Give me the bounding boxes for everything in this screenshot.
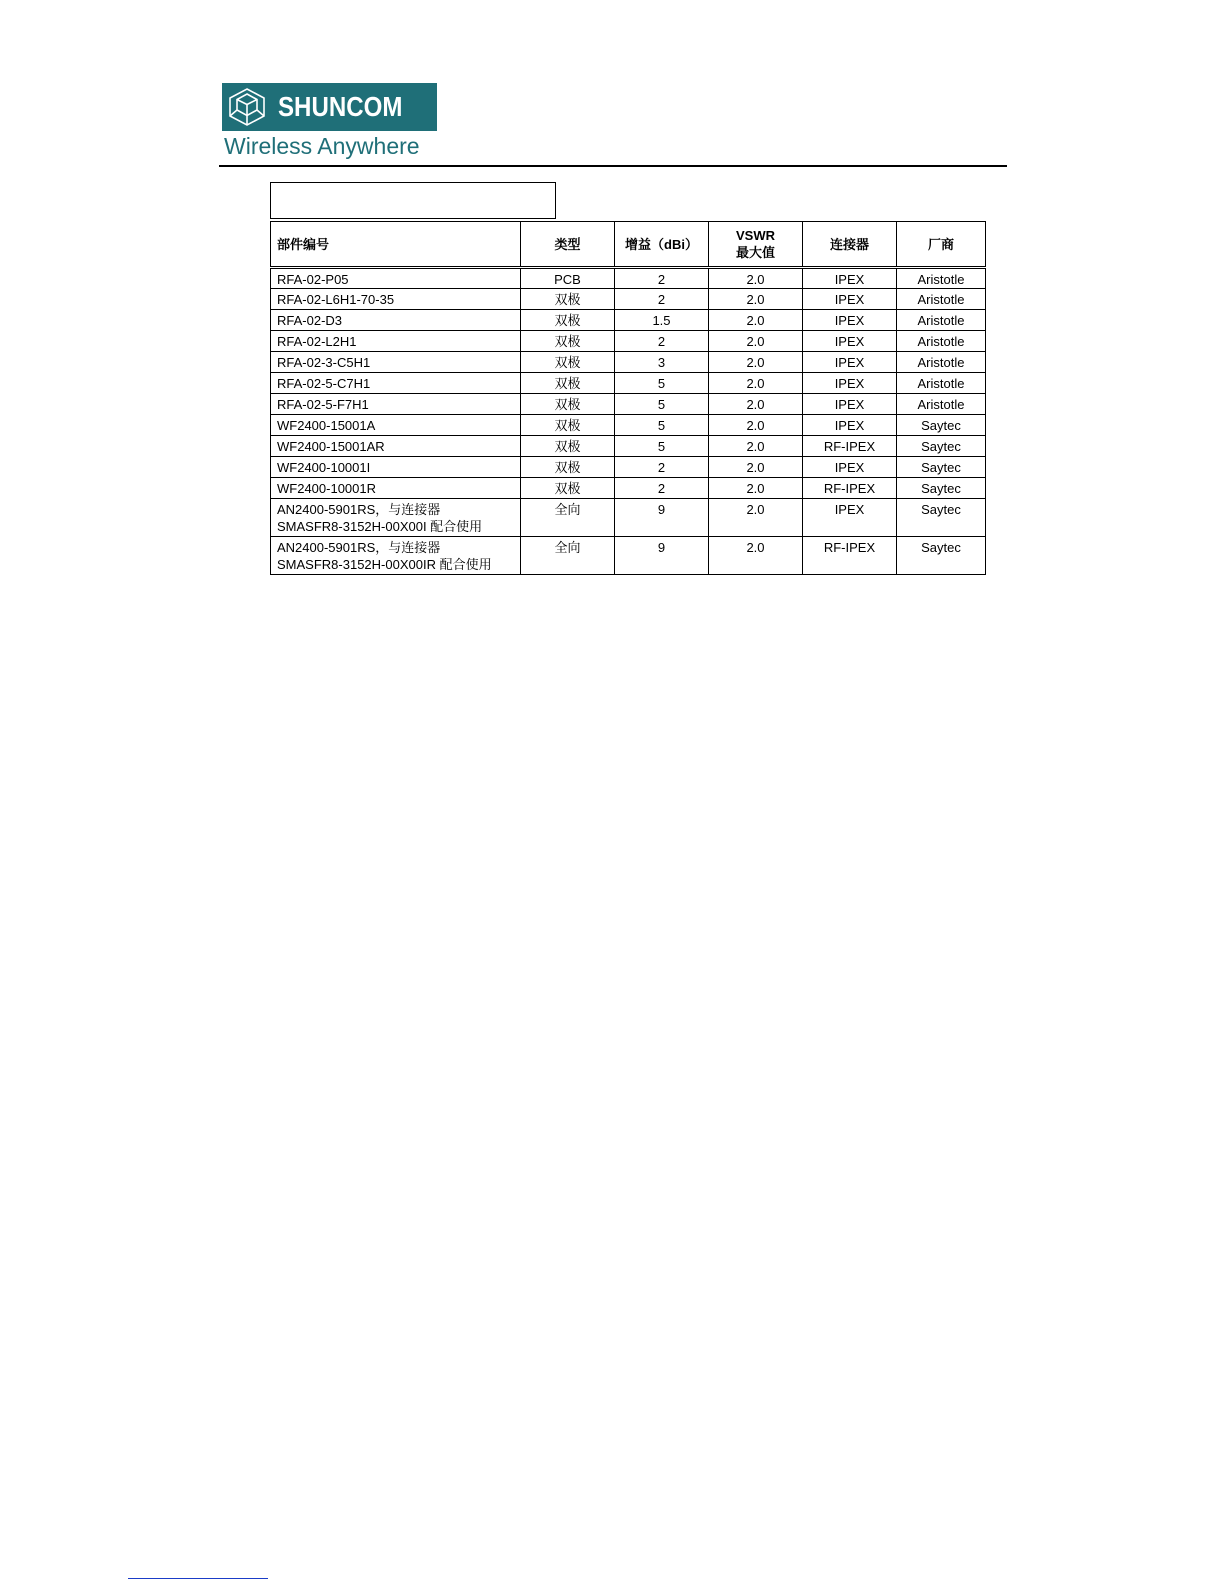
- cell-vendor: Saytec: [897, 415, 986, 436]
- header-type: 类型: [521, 222, 615, 268]
- cell-vswr: 2.0: [709, 499, 803, 537]
- cell-vendor: Aristotle: [897, 310, 986, 331]
- cell-connector: RF-IPEX: [803, 478, 897, 499]
- table-row: [271, 499, 986, 537]
- cell-gain: 5: [615, 394, 709, 415]
- cell-type: 双极: [521, 457, 615, 478]
- cell-connector: IPEX: [803, 415, 897, 436]
- cell-vswr: 2.0: [709, 394, 803, 415]
- cell-gain: 5: [615, 415, 709, 436]
- cell-part: RFA-02-L6H1-70-35: [271, 289, 521, 310]
- cell-gain: 2: [615, 457, 709, 478]
- cell-vswr: 2.0: [709, 289, 803, 310]
- table-row: [271, 478, 986, 499]
- cell-part-line2: SMASFR8-3152H-00X00I 配合使用: [277, 519, 483, 534]
- cell-gain: 1.5: [615, 310, 709, 331]
- cell-vswr: 2.0: [709, 436, 803, 457]
- logo-tagline: Wireless Anywhere: [224, 133, 420, 159]
- cube-emblem-icon: [225, 86, 269, 128]
- cell-vendor: Saytec: [897, 478, 986, 499]
- cell-part-line2: SMASFR8-3152H-00X00IR 配合使用: [277, 557, 492, 572]
- cell-vswr: 2.0: [709, 331, 803, 352]
- cell-vendor: Saytec: [897, 457, 986, 478]
- cell-gain: 2: [615, 289, 709, 310]
- cell-vendor: Aristotle: [897, 268, 986, 289]
- cell-type: 双极: [521, 331, 615, 352]
- cell-vendor: Saytec: [897, 436, 986, 457]
- cell-connector: IPEX: [803, 352, 897, 373]
- cell-part: RFA-02-5-F7H1: [271, 394, 521, 415]
- cell-vendor: Aristotle: [897, 289, 986, 310]
- cell-type: 全向: [521, 537, 615, 575]
- cell-part: [271, 499, 521, 537]
- header-part-number: 部件编号: [271, 222, 521, 268]
- cell-gain: 5: [615, 436, 709, 457]
- table-caption-box: [270, 182, 556, 219]
- antenna-spec-table: [270, 221, 986, 575]
- cell-vswr: 2.0: [709, 310, 803, 331]
- cell-type: 全向: [521, 499, 615, 537]
- cell-vswr: 2.0: [709, 373, 803, 394]
- cell-connector: IPEX: [803, 310, 897, 331]
- table-header-row: [271, 222, 986, 268]
- cell-connector: IPEX: [803, 373, 897, 394]
- table-row: [271, 268, 986, 289]
- cell-gain: 9: [615, 499, 709, 537]
- header-rule: [219, 165, 1007, 167]
- cell-vswr: 2.0: [709, 478, 803, 499]
- cell-vswr: 2.0: [709, 537, 803, 575]
- cell-connector: IPEX: [803, 499, 897, 537]
- cell-part: WF2400-10001R: [271, 478, 521, 499]
- cell-connector: RF-IPEX: [803, 537, 897, 575]
- table-row: [271, 457, 986, 478]
- table-row: [271, 537, 986, 575]
- cell-gain: 3: [615, 352, 709, 373]
- table-row: [271, 289, 986, 310]
- cell-part: RFA-02-5-C7H1: [271, 373, 521, 394]
- table-row: [271, 394, 986, 415]
- cell-type: 双极: [521, 436, 615, 457]
- cell-vendor: Aristotle: [897, 394, 986, 415]
- table-row: [271, 415, 986, 436]
- cell-part: WF2400-10001I: [271, 457, 521, 478]
- cell-type: 双极: [521, 310, 615, 331]
- cell-vswr: 2.0: [709, 415, 803, 436]
- table-row: [271, 310, 986, 331]
- header-vswr: [709, 222, 803, 268]
- cell-vendor: Saytec: [897, 499, 986, 537]
- cell-type: 双极: [521, 394, 615, 415]
- cell-vendor: Aristotle: [897, 352, 986, 373]
- cell-connector: IPEX: [803, 394, 897, 415]
- cell-type: 双极: [521, 373, 615, 394]
- cell-part: WF2400-15001A: [271, 415, 521, 436]
- logo-banner: [222, 83, 437, 131]
- table-row: [271, 436, 986, 457]
- table-row: [271, 352, 986, 373]
- cell-part: RFA-02-P05: [271, 268, 521, 289]
- cell-part: RFA-02-L2H1: [271, 331, 521, 352]
- cell-gain: 2: [615, 268, 709, 289]
- cell-part: WF2400-15001AR: [271, 436, 521, 457]
- cell-vendor: Aristotle: [897, 373, 986, 394]
- cell-connector: IPEX: [803, 289, 897, 310]
- header-vendor: 厂商: [897, 222, 986, 268]
- cell-vswr: 2.0: [709, 352, 803, 373]
- cell-gain: 5: [615, 373, 709, 394]
- cell-part-line1: AN2400-5901RS，与连接器: [277, 540, 441, 555]
- header-vswr-line2: 最大值: [735, 245, 775, 260]
- cell-type: 双极: [521, 478, 615, 499]
- cell-connector: RF-IPEX: [803, 436, 897, 457]
- header-connector: 连接器: [803, 222, 897, 268]
- header-gain: 增益（dBi）: [615, 222, 709, 268]
- cell-part: RFA-02-D3: [271, 310, 521, 331]
- cell-type: PCB: [521, 268, 615, 289]
- cell-gain: 9: [615, 537, 709, 575]
- cell-part: RFA-02-3-C5H1: [271, 352, 521, 373]
- cell-type: 双极: [521, 289, 615, 310]
- cell-vendor: Aristotle: [897, 331, 986, 352]
- cell-connector: IPEX: [803, 331, 897, 352]
- header-vswr-line1: VSWR: [736, 228, 775, 243]
- footer-link-underline: [128, 1578, 268, 1579]
- cell-connector: IPEX: [803, 457, 897, 478]
- cell-vswr: 2.0: [709, 268, 803, 289]
- table-row: [271, 331, 986, 352]
- cell-connector: IPEX: [803, 268, 897, 289]
- cell-gain: 2: [615, 331, 709, 352]
- table-row: [271, 373, 986, 394]
- cell-vswr: 2.0: [709, 457, 803, 478]
- cell-type: 双极: [521, 415, 615, 436]
- cell-vendor: Saytec: [897, 537, 986, 575]
- cell-gain: 2: [615, 478, 709, 499]
- cell-type: 双极: [521, 352, 615, 373]
- cell-part: [271, 537, 521, 575]
- logo-brand-name: SHUNCOM: [278, 91, 403, 122]
- shuncom-logo: [222, 83, 437, 161]
- cell-part-line1: AN2400-5901RS，与连接器: [277, 502, 441, 517]
